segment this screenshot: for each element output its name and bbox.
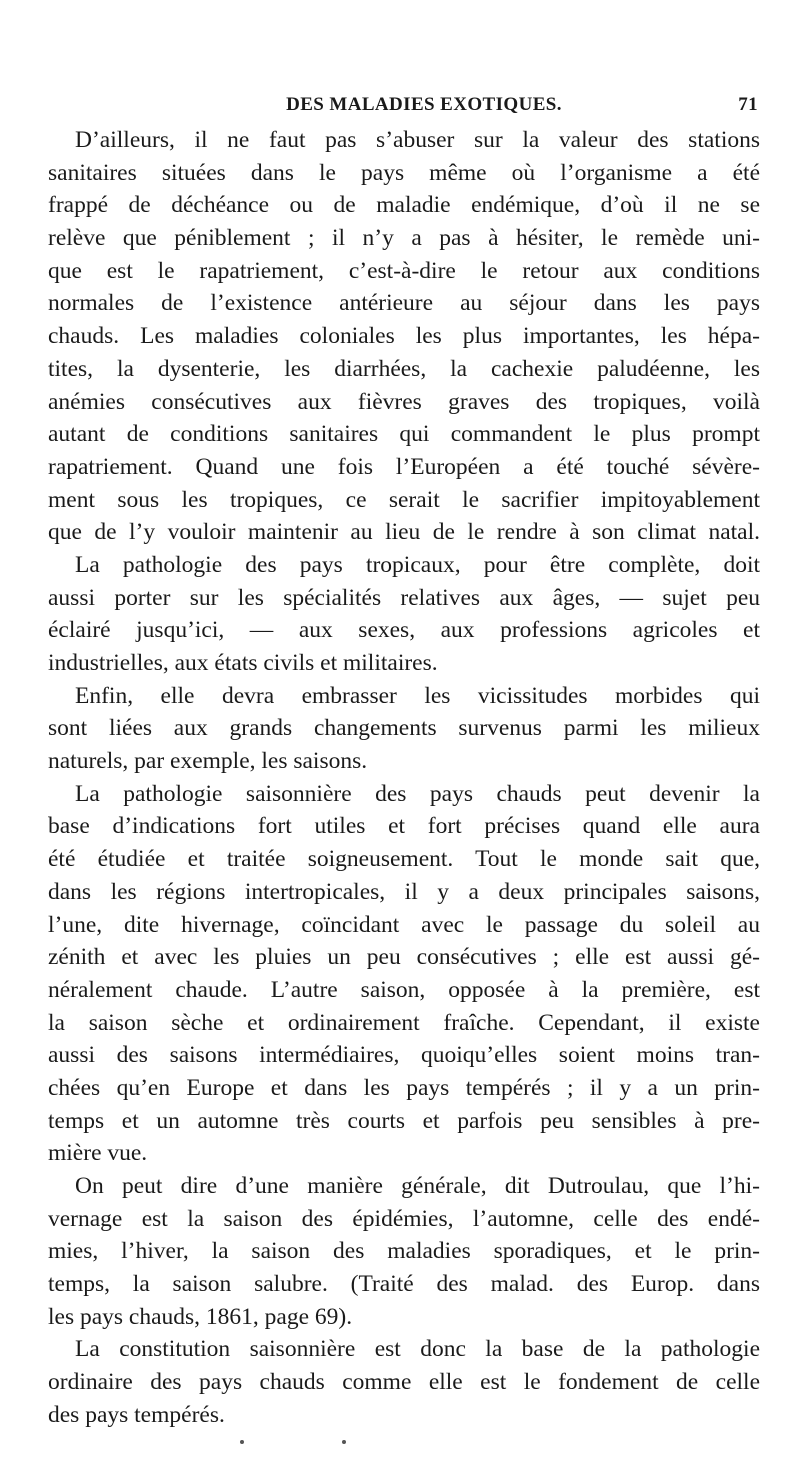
text-line: La constitution saisonnière est donc la base de la pathologie	[75, 1336, 760, 1363]
text-line: été étudiée et traitée soigneusement. Tout le monde sait que,	[48, 846, 760, 873]
text-line: ment sous les tropiques, ce serait le sacrifier impitoyablement	[48, 486, 760, 513]
text-line: naturels, par exemple, les saisons.	[48, 748, 368, 775]
page-number: 71	[738, 94, 758, 115]
text-line: sanitaires situées dans le pays même où l’organisme a été	[48, 159, 760, 186]
text-line: mière vue.	[48, 1140, 148, 1167]
text-line: aussi porter sur les spécialités relatives aux âges, — sujet peu	[48, 584, 760, 611]
text-line: zénith et avec les pluies un peu consécutives ; elle est aussi gé-	[48, 944, 760, 971]
text-line: relève que péniblement ; il n’y a pas à hésiter, le remède uni-	[48, 225, 760, 252]
text-line: ordinaire des pays chauds comme elle est le fondement de celle	[48, 1369, 760, 1396]
text-line: les pays chauds, 1861, page 69).	[48, 1303, 353, 1330]
text-line: On peut dire d’une manière générale, dit Dutroulau, que l’hi-	[75, 1173, 760, 1199]
text-line: rapatriement. Quand une fois l’Européen a été touché sévère-	[48, 453, 760, 480]
text-line: tites, la dysenterie, les diarrhées, la cachexie paludéenne, les	[48, 355, 760, 382]
text-line: La pathologie saisonnière des pays chauds peut devenir la	[75, 780, 760, 807]
text-line: temps, la saison salubre. (Traité des malad. des Europ. dans	[48, 1271, 760, 1298]
running-header	[48, 88, 760, 122]
body-text	[48, 124, 760, 1432]
text-line: chées qu’en Europe et dans les pays tempérés ; il y a un prin-	[48, 1074, 760, 1101]
text-line: dans les régions intertropicales, il y a deux principales saisons,	[48, 878, 760, 905]
text-line: temps et un automne très courts et parfois peu sensibles à pre-	[48, 1107, 760, 1134]
text-line: néralement chaude. L’autre saison, opposée à la première, est	[48, 976, 760, 1003]
text-line: D’ailleurs, il ne faut pas s’abuser sur la valeur des stations	[75, 127, 760, 153]
text-line: base d’indications fort utiles et fort précises quand elle aura	[48, 813, 760, 840]
text-line: anémies consécutives aux fièvres graves des tropiques, voilà	[48, 388, 760, 415]
text-line: La pathologie des pays tropicaux, pour être complète, doit	[75, 551, 760, 578]
text-line: que est le rapatriement, c’est-à-dire le retour aux conditions	[48, 257, 760, 284]
text-line: la saison sèche et ordinairement fraîche. Cependant, il existe	[48, 1009, 760, 1036]
text-line: normales de l’existence antérieure au séjour dans les pays	[48, 290, 760, 317]
text-line: vernage est la saison des épidémies, l’automne, celle des endé-	[48, 1205, 760, 1232]
text-line: chauds. Les maladies coloniales les plus importantes, les hépa-	[48, 323, 760, 350]
text-line: aussi des saisons intermédiaires, quoiqu’elles soient moins tran-	[48, 1042, 760, 1069]
text-line: frappé de déchéance ou de maladie endémique, d’où il ne se	[48, 192, 760, 219]
text-line: autant de conditions sanitaires qui commandent le plus prompt	[48, 421, 760, 448]
running-title: DES MALADIES EXOTIQUES.	[286, 94, 562, 115]
text-line: sont liées aux grands changements survenus parmi les milieux	[48, 715, 760, 742]
text-line: éclairé jusqu’ici, — aux sexes, aux professions agricoles et	[48, 617, 760, 644]
text-line: Enfin, elle devra embrasser les vicissitudes morbides qui	[75, 682, 760, 709]
text-line: des pays tempérés.	[48, 1401, 225, 1428]
book-page	[48, 88, 760, 1432]
page-bottom-marks	[0, 1436, 800, 1450]
text-line: que de l’y vouloir maintenir au lieu de le rendre à son climat natal.	[48, 519, 760, 546]
page-mark-dot	[342, 1440, 346, 1444]
page-mark-dot	[240, 1440, 244, 1444]
text-line: l’une, dite hivernage, coïncidant avec le passage du soleil au	[48, 911, 760, 938]
text-line: mies, l’hiver, la saison des maladies sporadiques, et le prin-	[48, 1238, 760, 1265]
text-line: industrielles, aux états civils et militaires.	[48, 650, 438, 676]
